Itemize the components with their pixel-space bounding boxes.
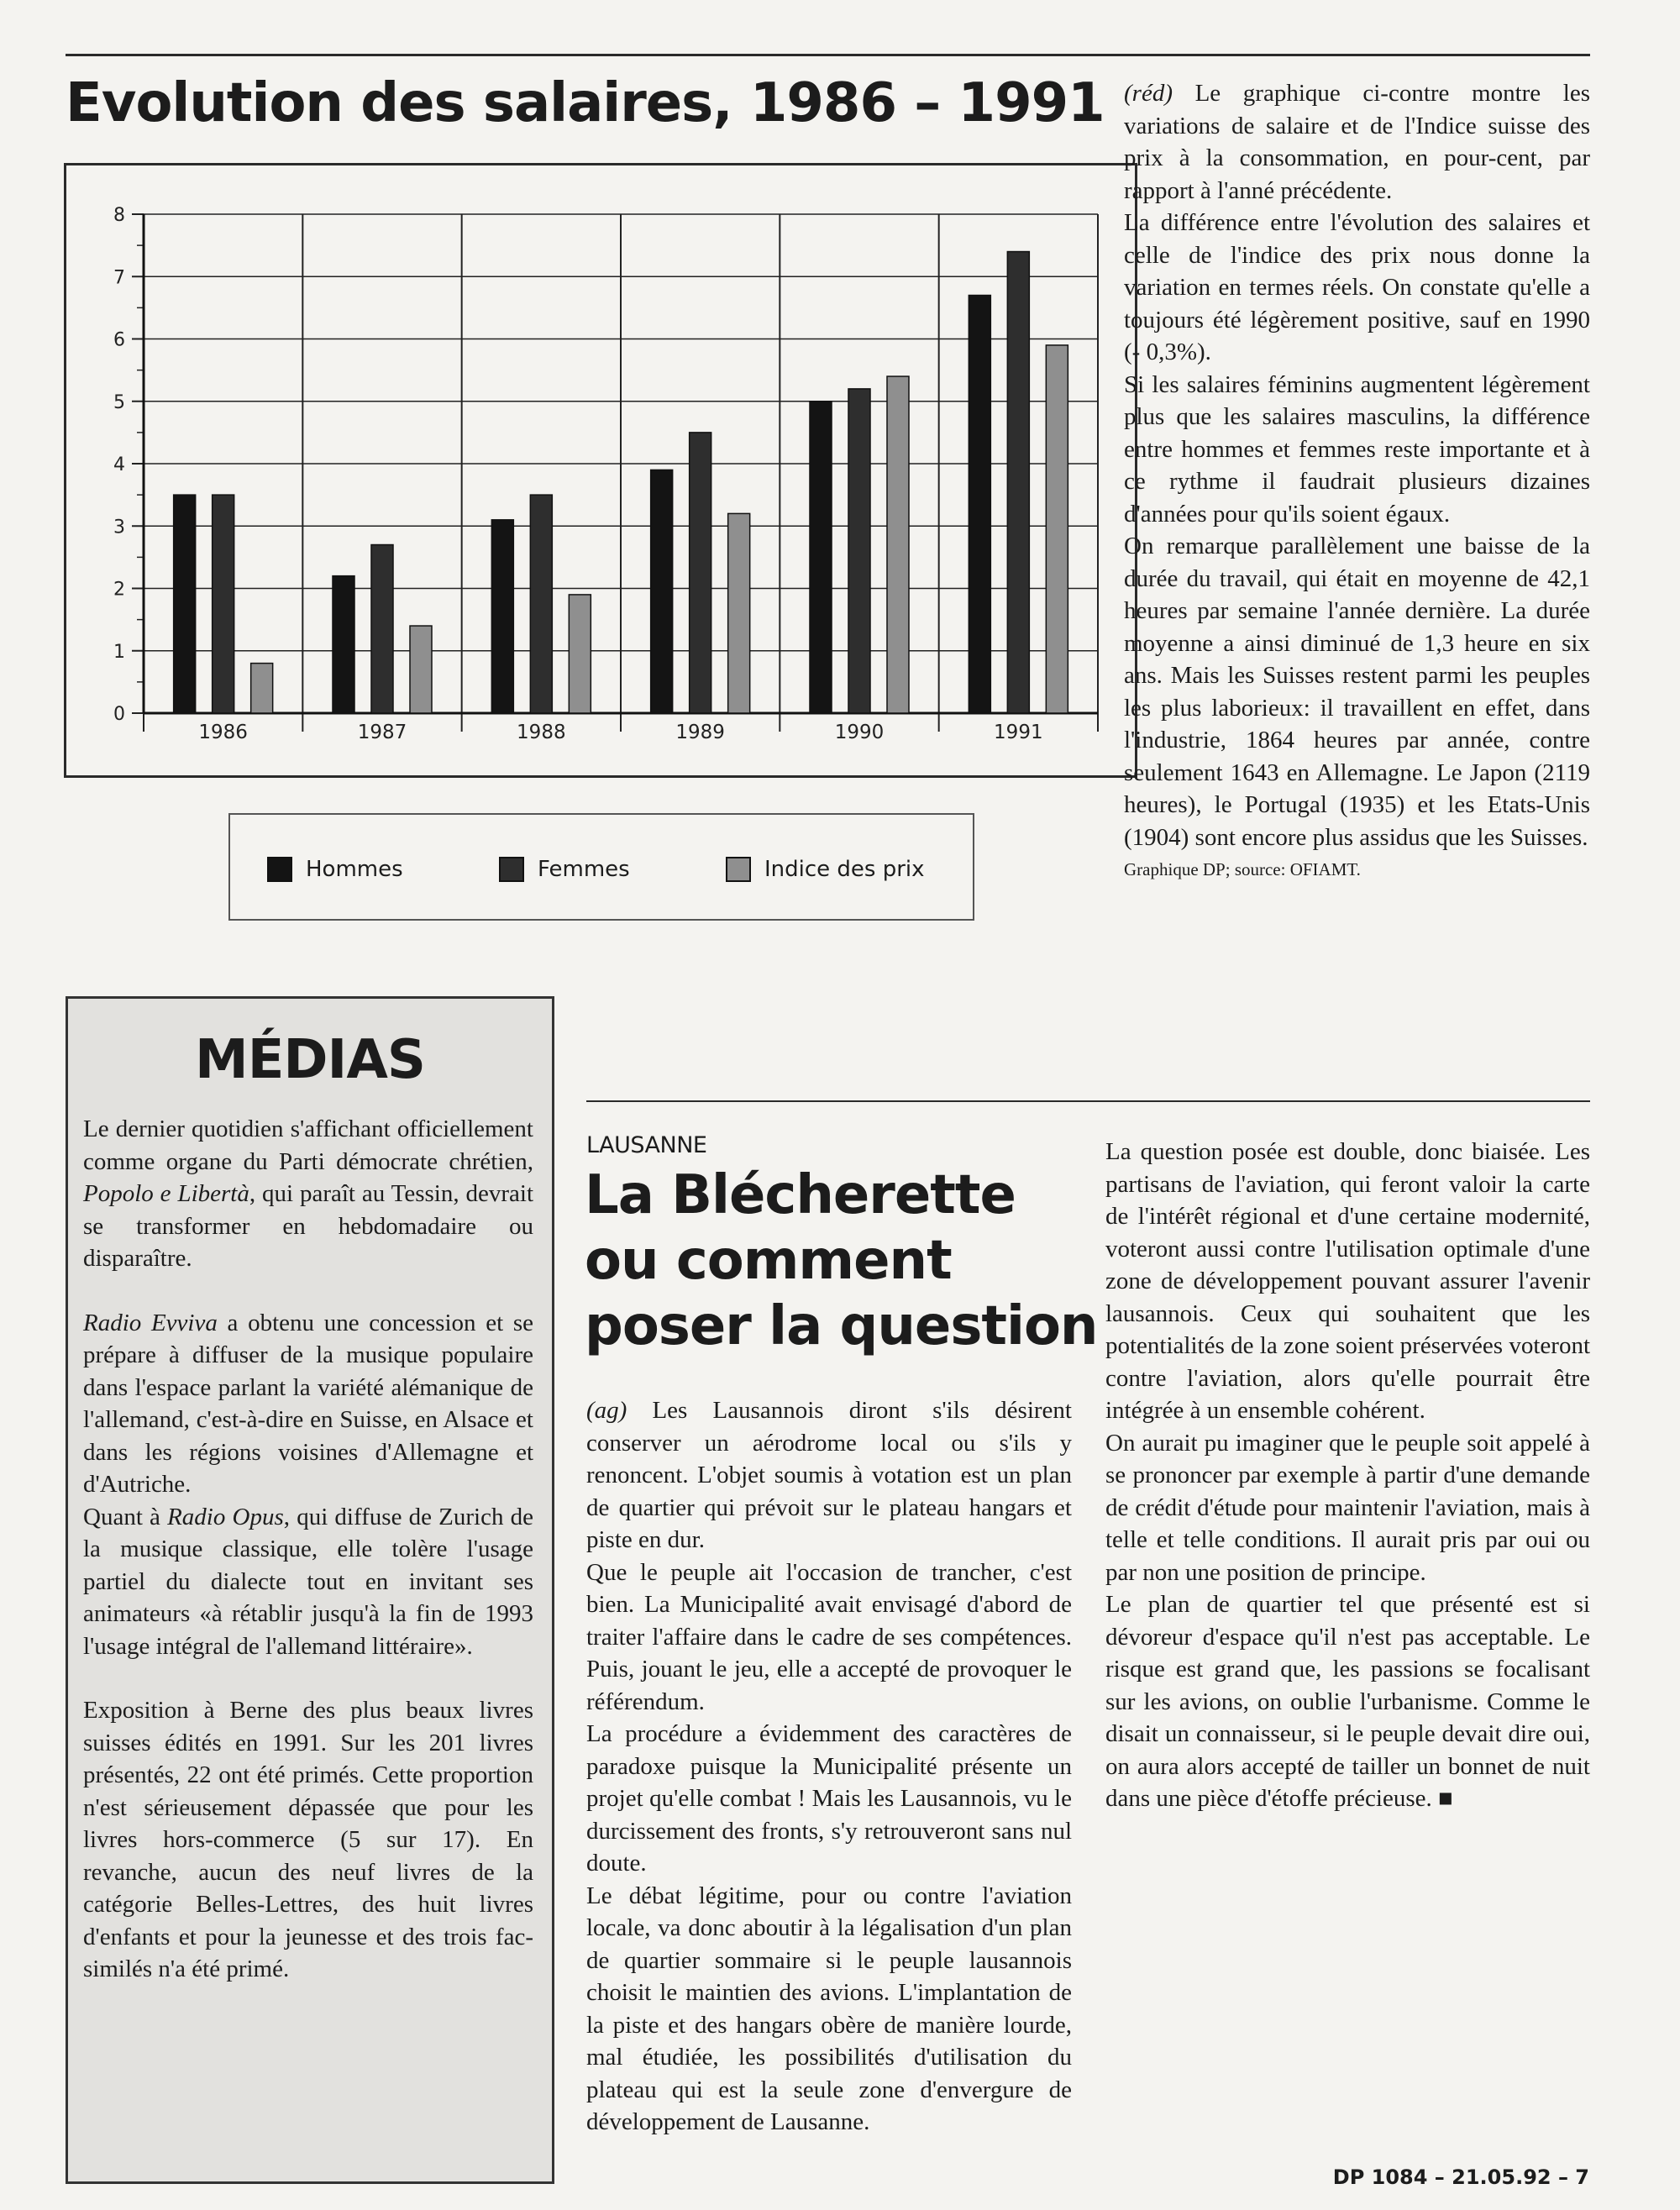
- bar-hommes-1987: [333, 576, 354, 713]
- blecherette-col-2: [1105, 1136, 1590, 1815]
- blecherette-p3: La procédure a évidemment des caractères de paradoxe puisque la Municipalité présente un projet qu'elle combat ! Mais les Lausannois, vu le durcissement des fronts, s'y retrouveront sans nul doute.: [586, 1720, 1072, 1877]
- legend-label-femmes: Femmes: [538, 857, 630, 882]
- page-headline: Evolution des salaires, 1986 – 1991: [66, 72, 1105, 134]
- salary-article-p2: La différence entre l'évolution des salaires et celle de l'indice des prix nous donne la variation en termes réels. On constate qu'elle a toujours été légèrement positive, sauf en 1990 (- 0,3%).: [1124, 209, 1590, 365]
- section-rule: [586, 1100, 1590, 1102]
- salary-article: [586, 77, 1590, 909]
- text-wrap-spacer: [586, 77, 1124, 909]
- salary-article-p3: Si les salaires féminins augmentent légèrement plus que les salaires masculins, la différence entre hommes et femmes reste importante et à ce rythme il faudrait plusieurs dizaines d'années pour qu'ils soient égaux.: [1124, 370, 1590, 528]
- y-tick-label: 0: [113, 704, 125, 725]
- blecherette-p2: Que le peuple ait l'occasion de trancher, c'est bien. La Municipalité avait envisagé d'abord de traiter l'affaire dans le cadre de ses compétences. Puis, jouant le jeu, elle a accepté de provoquer le référendum.: [586, 1558, 1072, 1715]
- bar-femmes-1986: [213, 495, 234, 713]
- page-footer: DP 1084 – 21.05.92 – 7: [1332, 2165, 1589, 2189]
- article-title: La Blécherette ou comment poser la question: [585, 1164, 1098, 1357]
- y-tick-label: 6: [113, 329, 125, 351]
- bar-indice-des-prix-1987: [410, 626, 432, 713]
- y-tick-label: 2: [113, 579, 125, 601]
- legend-swatch-femmes: [499, 857, 524, 882]
- y-tick-label: 5: [113, 391, 125, 413]
- x-tick-label: 1990: [834, 722, 885, 743]
- chart-source-note: Graphique DP; source: OFIAMT.: [1124, 859, 1361, 879]
- medias-title: MÉDIAS: [195, 1029, 425, 1091]
- blecherette-col-1: [586, 1394, 1072, 2139]
- bar-femmes-1987: [371, 545, 393, 713]
- bar-indice-des-prix-1986: [251, 664, 273, 713]
- medias-p1: Le dernier quotidien s'affichant officiellement comme organe du Parti démocrate chrétien, Popolo e Libertà, qui paraît au Tessin, devrait se transformer en hebdomadaire ou disparaître.: [83, 1115, 534, 1272]
- bar-hommes-1988: [491, 520, 513, 713]
- y-tick-label: 4: [113, 454, 125, 475]
- medias-p4: Exposition à Berne des plus beaux livres suisses édités en 1991. Sur les 201 livres présentés, 22 ont été primés. Cette proportion n'est sérieusement dépassée que pour les livres hors-commerce (5 sur 17). En revanche, aucun des neuf livres de la catégorie Belles-Lettres, des huit livres d'enfants et pour la jeunesse et des trois fac-similés n'a été primé.: [83, 1697, 533, 1982]
- legend-swatch-hommes: [267, 857, 292, 882]
- x-tick-label: 1986: [198, 722, 248, 743]
- medias-p2: Radio Evviva a obtenu une concession et se prépare à diffuser de la musique populaire dans l'espace parlant la variété alémanique de l'allemand, c'est-à-dire en Suisse, en Alsace et dans les régions voisines d'Allemagne et d'Autriche.: [83, 1309, 533, 1498]
- blecherette-p5: La question posée est double, donc biaisée. Les partisans de l'aviation, qui feront valoir la carte de l'intérêt régional et d'une certaine modernité, voteront aussi contre l'utilisation optimale d'une zone de développement pouvant assurer l'avenir lausannois. Ceux qui souhaitent que les potentialités de la zone soient préservées voteront contre l'aviation, alors qu'elle pourrait être intégrée à un ensemble cohérent.: [1105, 1138, 1590, 1424]
- legend-item-hommes: [267, 857, 403, 882]
- x-tick-label: 1991: [994, 722, 1043, 743]
- x-tick-label: 1989: [675, 722, 725, 743]
- y-tick-label: 3: [113, 517, 125, 538]
- y-tick-label: 8: [113, 205, 125, 226]
- salary-article-p4: On remarque parallèlement une baisse de la durée du travail, qui était en moyenne de 42,1 heures par semaine l'année dernière. La durée moyenne a ainsi diminué de 1,3 heure en six ans. Mais les Suisses restent parmi les peuples les plus laborieux: il travaillent en effet, dans l'industrie, 1864 heures par année, contre seulement 1643 en Allemagne. Le Japon (2119 heures), le Portugal (1935) et les Etats-Unis (1904) sont encore plus assidus que les Suisses.: [1124, 533, 1590, 851]
- salary-article-intro: (réd) Le graphique ci-contre montre les variations de salaire et de l'Indice suisse des prix à la consommation, en pour-cent, par rapport à l'anné précédente.: [1124, 80, 1590, 204]
- y-tick-label: 1: [113, 641, 125, 663]
- legend-label-hommes: Hommes: [306, 857, 403, 882]
- bar-femmes-1988: [530, 495, 552, 713]
- medias-body: [83, 1113, 533, 1986]
- x-tick-label: 1987: [357, 722, 407, 743]
- y-tick-label: 7: [113, 267, 125, 289]
- x-tick-label: 1988: [517, 722, 566, 743]
- top-rule: [66, 54, 1590, 56]
- legend-label-indice: Indice des prix: [764, 857, 925, 882]
- medias-box: [66, 996, 554, 2184]
- article-kicker: LAUSANNE: [586, 1132, 707, 1158]
- blecherette-p7: Le plan de quartier tel que présenté est si dévoreur d'espace qu'il n'est pas acceptable. Le risque est grand que, les passions se focalisant sur les avions, on oublie l'urbanisme. Comme le disait un connaisseur, si le peuple devait dire oui, on aura alors accepté de tailler un bonnet de nuit dans une pièce d'étoffe précieuse. ■: [1105, 1591, 1590, 1812]
- blecherette-p6: On aurait pu imaginer que le peuple soit appelé à se prononcer par exemple à partir d'une demande de crédit d'étude pour maintenir l'aviation, mais à telle et telle conditions. Il aurait pris par oui ou par non une position de principe.: [1105, 1429, 1590, 1586]
- blecherette-p4: Le débat légitime, pour ou contre l'aviation locale, va donc aboutir à la légalisation d'un plan de quartier sommaire si le peuple lausannois choisit le maintien des avions. L'implantation de la piste et des hangars obère de manière lourde, mal étudiée, les possibilités d'utilisation du plateau qui est la seule zone d'envergure de développement de Lausanne.: [586, 1882, 1072, 2135]
- bar-hommes-1986: [174, 495, 196, 713]
- blecherette-p1: (ag) Les Lausannois diront s'ils désirent conserver un aérodrome local ou s'ils y renoncent. L'objet soumis à votation est un plan de quartier qui prévoit sur le plateau hangars et piste en dur.: [586, 1397, 1072, 1553]
- salary-article-signature: (réd): [1124, 80, 1173, 107]
- medias-p3: Quant à Radio Opus, qui diffuse de Zurich de la musique classique, elle tolère l'usage partiel du dialecte tout en invitant ses animateurs «à rétablir jusqu'à la fin de 1993 l'usage intégral de l'allemand littéraire».: [83, 1503, 534, 1660]
